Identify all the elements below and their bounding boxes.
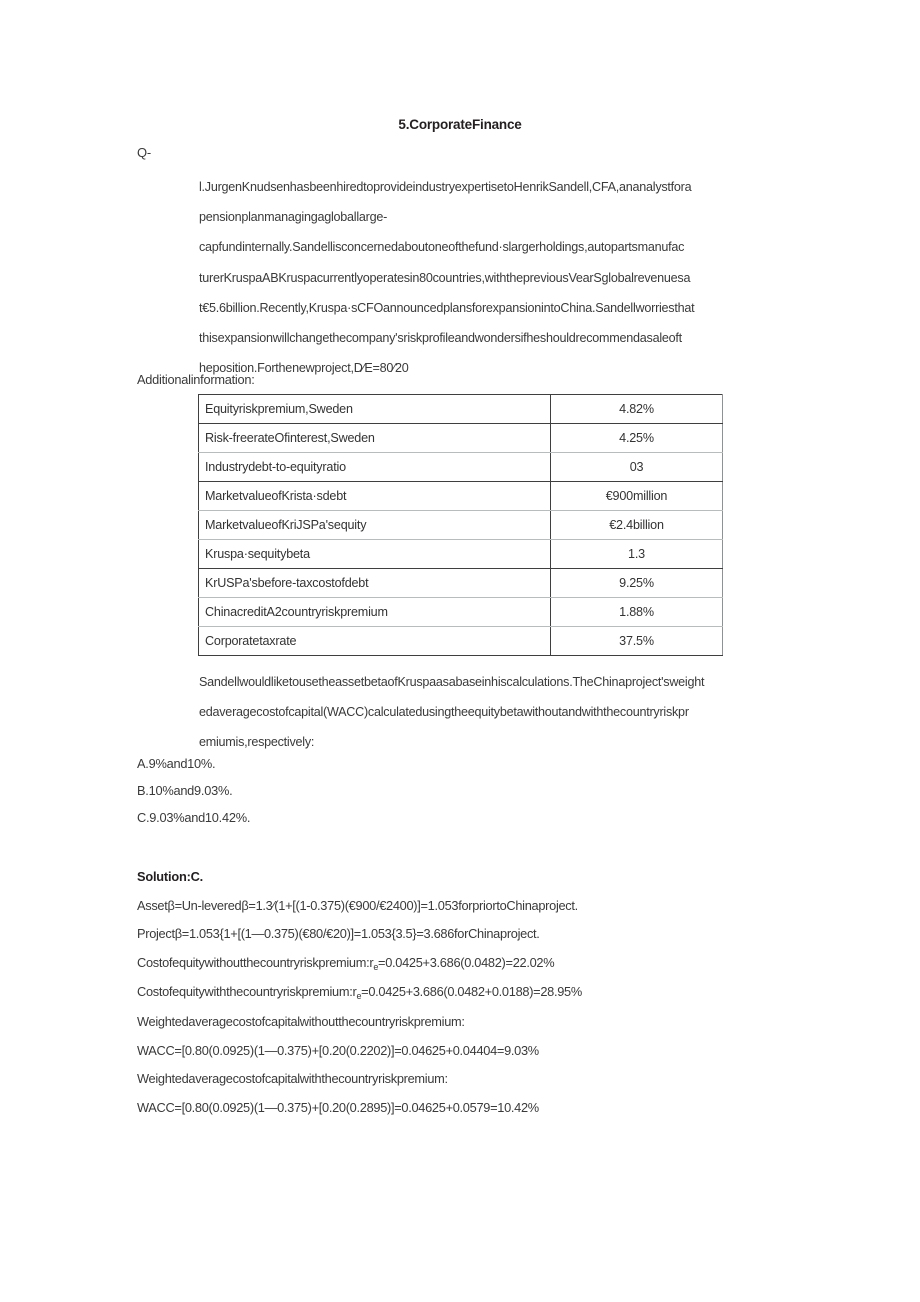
table-cell-label: KrUSPa'sbefore-taxcostofdebt bbox=[199, 569, 551, 598]
solution-line-cost-equity-without bbox=[137, 949, 857, 979]
cost-equity-without-subscript: e bbox=[373, 961, 379, 972]
stem-line: turerKruspaABKruspacurrentlyoperatesin80countries,withthepreviousVearSglobalrevenuesa bbox=[199, 270, 691, 285]
solution-block bbox=[137, 863, 857, 1122]
assumptions-table bbox=[198, 394, 723, 656]
stem-line: capfundinternally.Sandellisconcernedaboutoneofthefund·slargerholdings,autopartsmanufac bbox=[199, 240, 685, 255]
stem-line: heposition.Forthenewproject,D⁄E=80⁄20 bbox=[199, 361, 409, 376]
table-cell-value: €900million bbox=[551, 482, 723, 511]
stem-line: l.JurgenKnudsenhasbeenhiredtoprovideindustryexpertisetoHenrikSandell,CFA,ananalystfora bbox=[199, 180, 692, 194]
table-cell-label: Kruspa·sequitybeta bbox=[199, 540, 551, 569]
table-cell-label: MarketvalueofKrista·sdebt bbox=[199, 482, 551, 511]
table-cell-label: Corporatetaxrate bbox=[199, 627, 551, 656]
table-row bbox=[199, 540, 723, 569]
question-marker: Q- bbox=[137, 145, 152, 160]
table-cell-label: ChinacreditA2countryriskpremium bbox=[199, 598, 551, 627]
answer-choice-c[interactable]: C.9.03%and10.42%. bbox=[137, 809, 251, 825]
post-line: emiumis,respectively: bbox=[199, 735, 315, 750]
table-cell-value: 9.25% bbox=[551, 569, 723, 598]
table-row bbox=[199, 627, 723, 656]
solution-heading: Solution:C. bbox=[137, 869, 204, 884]
table-row bbox=[199, 395, 723, 424]
stem-line: pensionplanmanagingagloballarge- bbox=[199, 210, 388, 225]
solution-line-asset-beta: Assetβ=Un-leveredβ=1.3⁄(1+[(1-0.375)(€900/€2400)]=1.053forpriortoChinaproject. bbox=[137, 897, 578, 913]
table-cell-label: Risk-freerateOfinterest,Sweden bbox=[199, 424, 551, 453]
table-cell-value: 1.3 bbox=[551, 540, 723, 569]
table-cell-value: 03 bbox=[551, 453, 723, 482]
solution-line-wacc-with-label: Weightedaveragecostofcapitalwiththecountryriskpremium: bbox=[137, 1071, 448, 1087]
cost-equity-without-prefix: Costofequitywithoutthecountryriskpremium:r bbox=[137, 954, 374, 970]
table-cell-value: 4.25% bbox=[551, 424, 723, 453]
cost-equity-without-suffix: =0.0425+3.686(0.0482)=22.02% bbox=[378, 954, 555, 970]
table-row bbox=[199, 569, 723, 598]
table-row bbox=[199, 598, 723, 627]
table-row bbox=[199, 511, 723, 540]
table-row bbox=[199, 424, 723, 453]
stem-line: thisexpansionwillchangethecompany'sriskprofileandwondersifheshouldrecommendasaleoft bbox=[199, 331, 682, 346]
table-cell-value: 37.5% bbox=[619, 634, 654, 648]
answer-choice-b[interactable]: B.10%and9.03%. bbox=[137, 782, 233, 798]
table-row bbox=[199, 482, 723, 511]
stem-line: t€5.6billion.Recently,Kruspa·sCFOannouncedplansforexpansionintoChina.Sandellworriesthat bbox=[199, 300, 695, 315]
post-line: edaveragecostofcapital(WACC)calculatedusingtheequitybetawithoutandwiththecountryriskpr bbox=[199, 705, 689, 720]
cost-equity-with-prefix: Costofequitywiththecountryriskpremium:r bbox=[137, 984, 357, 1000]
solution-line-wacc-with: WACC=[0.80(0.0925)(1—0.375)+[0.20(0.2895)]=0.04625+0.0579=10.42% bbox=[137, 1099, 539, 1115]
page-title: 5.CorporateFinance bbox=[398, 117, 522, 132]
solution-line-cost-equity-with bbox=[137, 978, 857, 1008]
question-stem bbox=[199, 172, 784, 383]
table-cell-value: €2.4billion bbox=[551, 511, 723, 540]
table-cell-label: Industrydebt-to-equityratio bbox=[199, 453, 551, 482]
additional-information-label: Additionalinformation: bbox=[137, 372, 255, 387]
solution-line-wacc-without: WACC=[0.80(0.0925)(1—0.375)+[0.20(0.2202)]=0.04625+0.04404=9.03% bbox=[137, 1042, 539, 1058]
post-table-paragraph bbox=[199, 667, 784, 758]
table-cell-value: 1.88% bbox=[551, 598, 723, 627]
answer-choice-a[interactable]: A.9%and10%. bbox=[137, 756, 216, 771]
table-cell-label: MarketvalueofKriJSPa'sequity bbox=[199, 511, 551, 540]
table-row bbox=[199, 453, 723, 482]
post-line: SandellwouldliketousetheassetbetaofKruspaasabaseinhiscalculations.TheChinaproject'sweight bbox=[199, 675, 705, 689]
answer-choices bbox=[137, 751, 250, 831]
cost-equity-with-subscript: e bbox=[356, 991, 362, 1002]
table-cell-value: 4.82% bbox=[551, 395, 723, 424]
cost-equity-with-suffix: =0.0425+3.686(0.0482+0.0188)=28.95% bbox=[361, 984, 582, 1000]
table-cell-label: Equityriskpremium,Sweden bbox=[199, 395, 551, 424]
solution-line-project-beta: Projectβ=1.053{1+[(1—0.375)(€80/€20)]=1.053{3.5}=3.686forChinaproject. bbox=[137, 926, 540, 942]
solution-line-wacc-without-label: Weightedaveragecostofcapitalwithoutthecountryriskpremium: bbox=[137, 1013, 465, 1029]
